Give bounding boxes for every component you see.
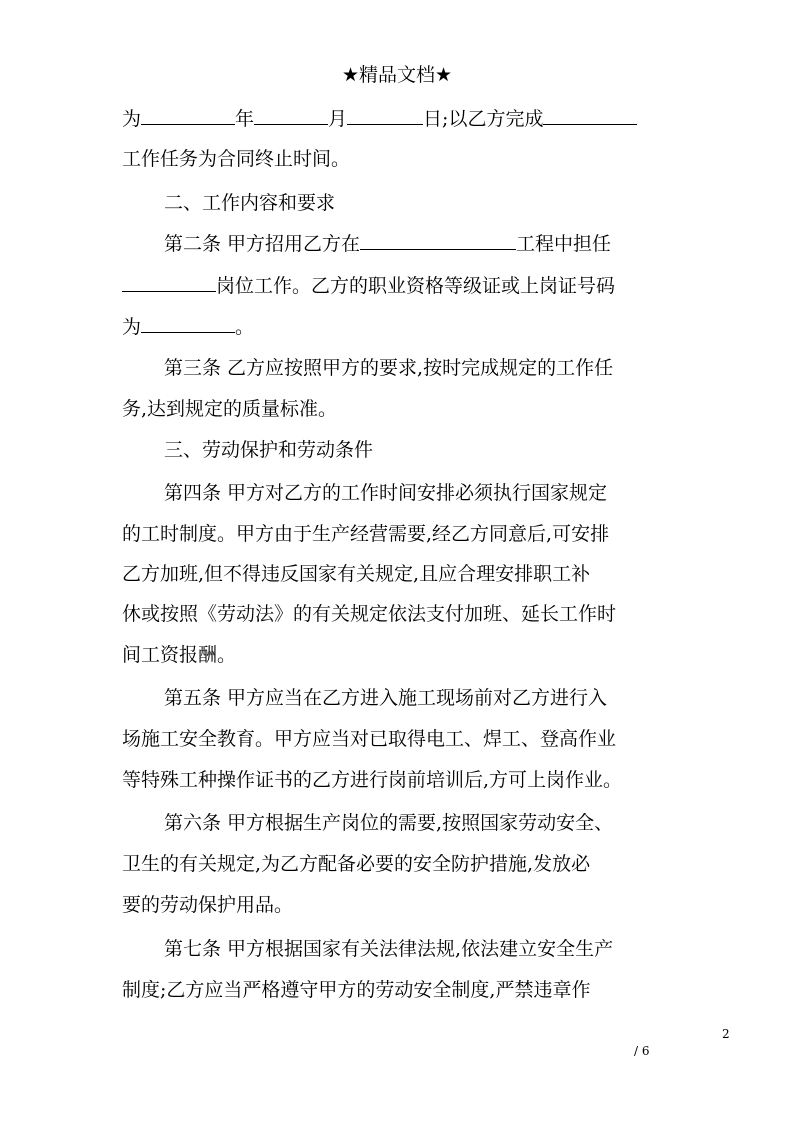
text-line: 场施工安全教育。甲方应当对已取得电工、焊工、登高作业 <box>122 728 617 750</box>
document-header: ★精品文档★ <box>341 64 453 86</box>
text-segment: 月 <box>328 108 348 130</box>
blank-field <box>122 273 216 292</box>
text-segment: 为 <box>122 316 142 338</box>
text-line <box>122 231 611 257</box>
blank-field <box>543 106 637 125</box>
page-number: 2 <box>722 1027 730 1041</box>
text-line: 要的劳动保护用品。 <box>122 894 294 916</box>
text-line: 间工资报酬。 <box>122 644 237 666</box>
text-line <box>122 314 254 340</box>
text-line: 的工时制度。甲方由于生产经营需要,经乙方同意后,可安排 <box>122 523 610 545</box>
text-line <box>122 106 637 132</box>
section-heading: 三、劳动保护和劳动条件 <box>164 439 374 461</box>
text-line: 制度;乙方应当严格遵守甲方的劳动安全制度,严禁违章作 <box>122 979 591 1001</box>
text-line <box>122 273 615 299</box>
text-segment: 岗位工作。乙方的职业资格等级证或上岗证号码 <box>216 275 616 297</box>
blank-field <box>254 106 328 125</box>
text-segment: 为 <box>122 108 142 130</box>
page-total: / 6 <box>634 1044 650 1058</box>
text-segment: 第二条 甲方招用乙方在 <box>164 233 361 255</box>
text-line: 第七条 甲方根据国家有关法律法规,依法建立安全生产 <box>164 938 614 960</box>
blank-field <box>141 106 235 125</box>
text-line: 卫生的有关规定,为乙方配备必要的安全防护措施,发放必 <box>122 853 591 875</box>
text-segment: 年 <box>235 108 255 130</box>
text-line: 第五条 甲方应当在乙方进入施工现场前对乙方进行入 <box>164 687 608 709</box>
blank-field <box>360 231 516 250</box>
text-line: 务,达到规定的质量标准。 <box>122 398 338 420</box>
text-line: 第三条 乙方应按照甲方的要求,按时完成规定的工作任 <box>164 357 614 379</box>
text-segment: 工程中担任 <box>516 233 612 255</box>
blank-field <box>347 106 423 125</box>
text-line: 第四条 甲方对乙方的工作时间安排必须执行国家规定 <box>164 482 608 504</box>
text-line: 工作任务为合同终止时间。 <box>122 148 351 170</box>
blank-field <box>141 314 235 333</box>
text-line: 乙方加班,但不得违反国家有关规定,且应合理安排职工补 <box>122 563 591 585</box>
text-line: 休或按照《劳动法》的有关规定依法支付加班、延长工作时 <box>122 603 617 625</box>
text-segment: 。 <box>235 316 255 338</box>
text-segment: 日;以乙方完成 <box>423 108 544 130</box>
text-line: 第六条 甲方根据生产岗位的需要,按照国家劳动安全、 <box>164 812 614 834</box>
text-line: 等特殊工种操作证书的乙方进行岗前培训后,方可上岗作业。 <box>122 769 623 791</box>
section-heading: 二、工作内容和要求 <box>164 192 336 214</box>
